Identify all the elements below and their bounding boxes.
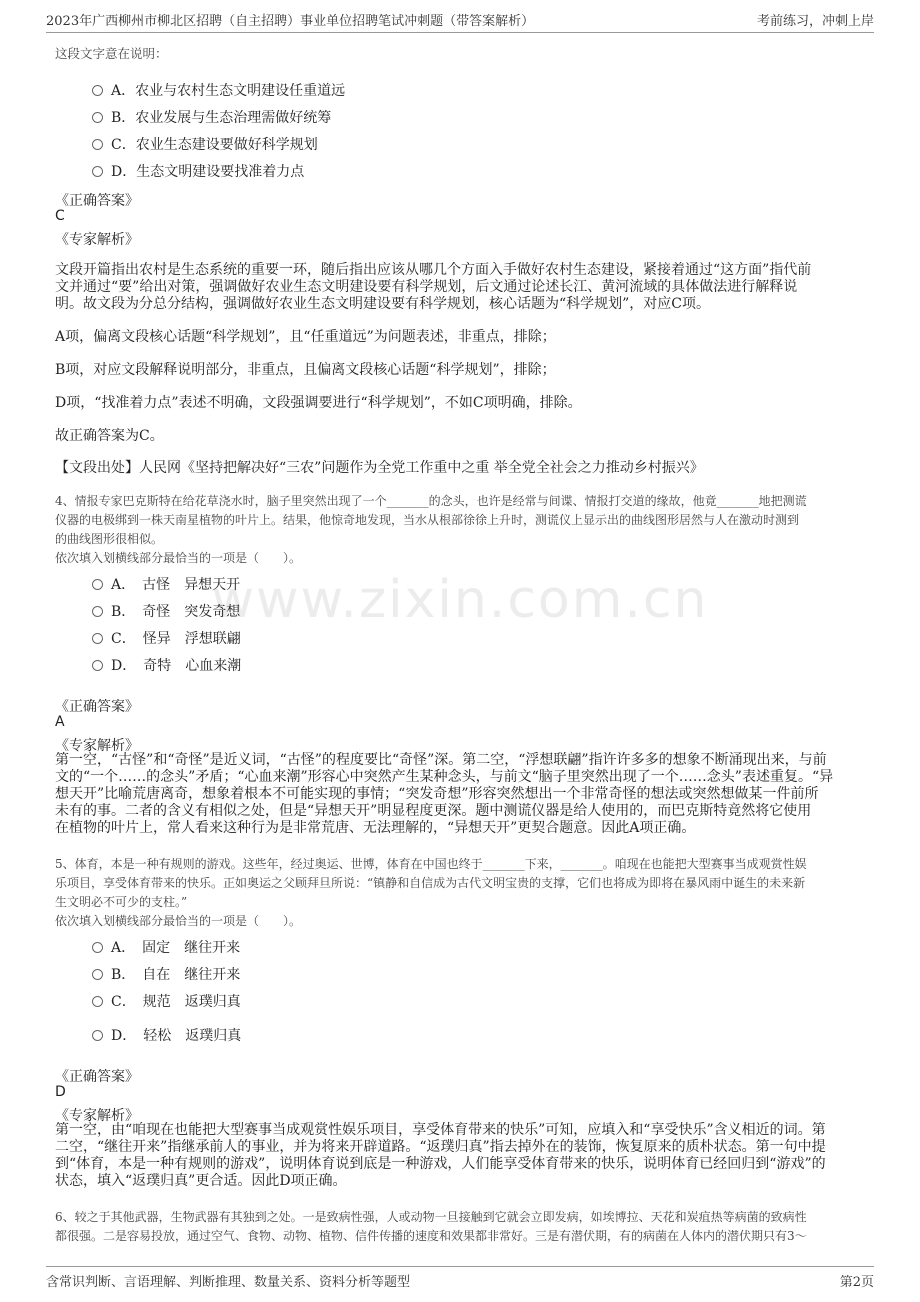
q4-option-c[interactable]: C． 怪异 浮想联翩 (92, 628, 241, 648)
radio-icon[interactable] (92, 606, 103, 617)
q4-option-b[interactable]: B． 奇怪 突发奇想 (92, 601, 240, 621)
footer-topics: 含常识判断、言语理解、判断推理、数量关系、资料分析等题型 (46, 1275, 411, 1290)
q4-answer-label: 《正确答案》 (55, 699, 139, 715)
q4-analysis: 第一空，“古怪”和“奇怪”是近义词，“古怪”的程度要比“奇怪”深。第二空，“浮想联翩”指许许多多的想象不断涌现出来，与前 文的“一个……的念头”矛盾；“心血来潮”形容心中突然产生某种念头，与前文“脑子里突然出现了一个……念头”表述重复。“异 想天开”比喻荒唐离奇，想象着根本不可能实现的事情；“突发奇想”形容突然想出一个非常奇怪的想法或突然想做某一件前所 未有的事。二者的含义有相似之处，但是“异想天开”明显程度更深。题中测谎仪器是给人使用的，而巴克斯特竟然将它使用 在植物的叶片上，常人看来这种行为是非常荒唐、无法理解的，“异想天开”更契合题意。因此A项正确。 (55, 752, 834, 836)
q3-answer: C (55, 208, 65, 224)
radio-icon[interactable] (92, 633, 103, 644)
q3-analysis-label: 《专家解析》 (55, 232, 139, 248)
radio-icon[interactable] (92, 996, 103, 1007)
page-number: 第2页 (839, 1275, 874, 1290)
radio-icon[interactable] (92, 1030, 103, 1041)
q5-answer: D (55, 1084, 66, 1100)
q5-answer-label: 《正确答案》 (55, 1069, 139, 1085)
q5-analysis-label: 《专家解析》 (55, 1108, 139, 1124)
q3-remark-d: D项，“找准着力点”表述不明确，文段强调要进行“科学规划”，不如C项明确，排除。 (55, 395, 582, 411)
q3-option-c[interactable]: C．农业生态建设要做好科学规划 (92, 134, 318, 154)
page-footer (46, 1266, 874, 1291)
q3-remark-b: B项，对应文段解释说明部分，非重点，且偏离文段核心话题“科学规划”，排除； (55, 362, 556, 378)
radio-icon[interactable] (92, 579, 103, 590)
q6-stem: 6、较之于其他武器，生物武器有其独到之处。一是致病性强，人或动物一旦接触到它就会立即发病，如埃博拉、天花和炭疽热等病菌的致病性 都很强。二是容易投放，通过空气、食物、动物、植物、信件传播的速度和效果都非常好。三是有潜伏期，有的病菌在人体内的潜伏期只有3～ (55, 1210, 807, 1243)
q5-stem: 5、体育，本是一种有规则的游戏。这些年，经过奥运、世博，体育在中国也终于_______下来，_______。咱现在也能把大型赛事当成观赏性娱 乐项目，享受体育带来的快乐。正如奥运之父顾拜旦所说：“镇静和自信成为古代文明宝贵的支撑，它们也将成为即将在暴风雨中诞生的未来新 生文明必不可少的支柱。” 依次填入划横线部分最恰当的一项是（ ）。 (55, 857, 807, 928)
q5-option-d[interactable]: D． 轻松 返璞归真 (92, 1025, 241, 1045)
q4-stem: 4、情报专家巴克斯特在给花草浇水时，脑子里突然出现了一个_______的念头，也许是经常与间谍、情报打交道的缘故，他竟_______地把测谎 仪器的电极绑到一株天南星植物的叶片上。结果，他惊奇地发现，当水从根部徐徐上升时，测谎仪上显示出的曲线图形居然与人在激动时测到 的曲线图形很相似。 依次填入划横线部分最恰当的一项是（ ）。 (55, 494, 807, 565)
radio-icon[interactable] (92, 969, 103, 980)
q3-source: 【文段出处】人民网《坚持把解决好“三农”问题作为全党工作重中之重 举全党全社会之力推动乡村振兴》 (55, 460, 704, 476)
radio-icon[interactable] (92, 660, 103, 671)
q3-stem: 这段文字意在说明： (55, 46, 168, 61)
q5-analysis: 第一空，由“咱现在也能把大型赛事当成观赏性娱乐项目，享受体育带来的快乐”可知，应填入和“享受快乐”含义相近的词。第 二空，“继往开来”指继承前人的事业，并为将来开辟道路。“返璞归真”指去掉外在的装饰，恢复原来的质朴状态。第一句中提 到“体育，本是一种有规则的游戏”，说明体育说到底是一种游戏，人们能享受体育带来的快乐，说明体育已经回归到“游戏”的 状态，填入“返璞归真”更合适。因此D项正确。 (55, 1122, 826, 1189)
watermark: www.zixin.com.cn (211, 570, 709, 630)
q4-analysis-label: 《专家解析》 (55, 738, 139, 754)
page-header (46, 10, 874, 33)
q3-conclusion: 故正确答案为C。 (55, 428, 164, 444)
q3-remark-a: A项，偏离文段核心话题“科学规划”，且“任重道远”为问题表述，非重点，排除； (55, 329, 556, 345)
radio-icon[interactable] (92, 139, 103, 150)
q4-answer: A (55, 714, 65, 730)
radio-icon[interactable] (92, 942, 103, 953)
radio-icon[interactable] (92, 112, 103, 123)
q3-option-a[interactable]: A．农业与农村生态文明建设任重道远 (92, 80, 345, 100)
q3-option-b[interactable]: B．农业发展与生态治理需做好统筹 (92, 107, 331, 127)
radio-icon[interactable] (92, 166, 103, 177)
q4-option-a[interactable]: A． 古怪 异想天开 (92, 574, 240, 594)
q5-option-c[interactable]: C． 规范 返璞归真 (92, 991, 241, 1011)
q5-option-b[interactable]: B． 自在 继往开来 (92, 964, 240, 984)
header-tagline: 考前练习，冲刺上岸 (756, 14, 874, 29)
q5-option-a[interactable]: A． 固定 继往开来 (92, 937, 240, 957)
radio-icon[interactable] (92, 85, 103, 96)
q4-option-d[interactable]: D． 奇特 心血来潮 (92, 655, 241, 675)
q3-analysis: 文段开篇指出农村是生态系统的重要一环，随后指出应该从哪几个方面入手做好农村生态建设，紧接着通过“这方面”指代前 文并通过“要”给出对策，强调做好农业生态文明建设要有科学规划，后文通过论述长江、黄河流域的具体做法进行解释说 明。故文段为分总分结构，强调做好农业生态文明建设要有科学规划，核心话题为“科学规划”，对应C项。 (55, 262, 812, 312)
q3-answer-label: 《正确答案》 (55, 193, 139, 209)
document-title: 2023年广西柳州市柳北区招聘（自主招聘）事业单位招聘笔试冲刺题（带答案解析） (46, 14, 535, 29)
q3-option-d[interactable]: D．生态文明建设要找准着力点 (92, 161, 304, 181)
